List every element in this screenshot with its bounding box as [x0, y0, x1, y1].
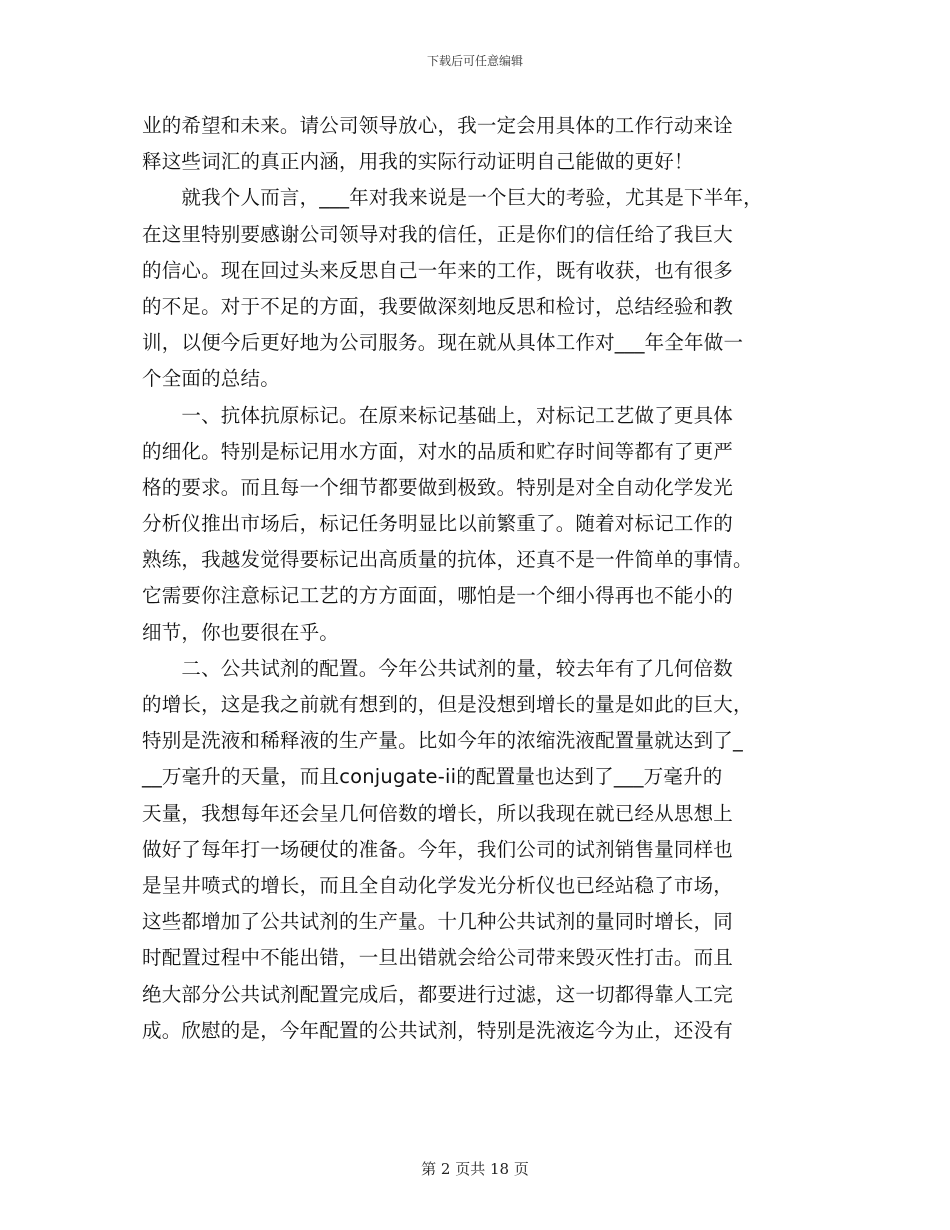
- page-header: 下载后可任意编辑: [426, 54, 523, 68]
- text-line: 是呈井喷式的增长，而且全自动化学发光分析仪也已经站稳了市场，: [142, 873, 734, 897]
- text-line: 做好了每年打一场硬仗的准备。今年，我们公司的试剂销售量同样也: [142, 837, 734, 861]
- text-line: __万毫升的天量，而且conjugate-ii的配置量也达到了___万毫升的: [142, 765, 723, 789]
- text-line: 训，以便今后更好地为公司服务。现在就从具体工作对___年全年做一: [142, 331, 744, 355]
- text-line: 格的要求。而且每一个细节都要做到极致。特别是对全自动化学发光: [142, 475, 734, 499]
- text-line: 天量，我想每年还会呈几何倍数的增长，所以我现在就已经从思想上: [142, 801, 734, 825]
- text-line: 释这些词汇的真正内涵，用我的实际行动证明自己能做的更好！: [142, 150, 694, 174]
- text-line: 这些都增加了公共试剂的生产量。十几种公共试剂的量同时增长，同: [142, 910, 734, 934]
- text-line: 分析仪推出市场后，标记任务明显比以前繁重了。随着对标记工作的: [142, 512, 734, 536]
- text-line: 个全面的总结。: [142, 367, 280, 391]
- text-line: 它需要你注意标记工艺的方方面面，哪怕是一个细小得再也不能小的: [142, 584, 734, 608]
- text-line: 一、抗体抗原标记。在原来标记基础上，对标记工艺做了更具体: [142, 403, 734, 427]
- text-line: 业的希望和未来。请公司领导放心，我一定会用具体的工作行动来诠: [142, 114, 734, 137]
- text-line: 的不足。对于不足的方面，我要做深刻地反思和检讨，总结经验和教: [142, 294, 734, 318]
- page-footer: 第 2 页共 18 页: [421, 1160, 529, 1178]
- document-body: [142, 108, 830, 1049]
- text-line: 特别是洗液和稀释液的生产量。比如今年的浓缩洗液配置量就达到了_: [142, 729, 743, 753]
- text-line: 细节，你也要很在乎。: [142, 620, 340, 644]
- text-line: 的细化。特别是标记用水方面，对水的品质和贮存时间等都有了更严: [142, 439, 734, 463]
- text-line: 在这里特别要感谢公司领导对我的信任，正是你们的信任给了我巨大: [142, 222, 734, 246]
- text-line: 时配置过程中不能出错，一旦出错就会给公司带来毁灭性打击。而且: [142, 946, 734, 970]
- text-line: 绝大部分公共试剂配置完成后，都要进行过滤，这一切都得靠人工完: [142, 982, 734, 1006]
- text-line: 熟练，我越发觉得要标记出高质量的抗体，还真不是一件简单的事情。: [142, 548, 753, 572]
- text-line: 成。欣慰的是，今年配置的公共试剂，特别是洗液迄今为止，还没有: [142, 1018, 734, 1042]
- text-line: 的增长，这是我之前就有想到的，但是没想到增长的量是如此的巨大，: [142, 693, 753, 716]
- text-line: 就我个人而言，___年对我来说是一个巨大的考验，尤其是下半年，: [142, 186, 763, 210]
- text-line: 的信心。现在回过头来反思自己一年来的工作，既有收获，也有很多: [142, 258, 734, 282]
- text-line: 二、公共试剂的配置。今年公共试剂的量，较去年有了几何倍数: [142, 656, 734, 680]
